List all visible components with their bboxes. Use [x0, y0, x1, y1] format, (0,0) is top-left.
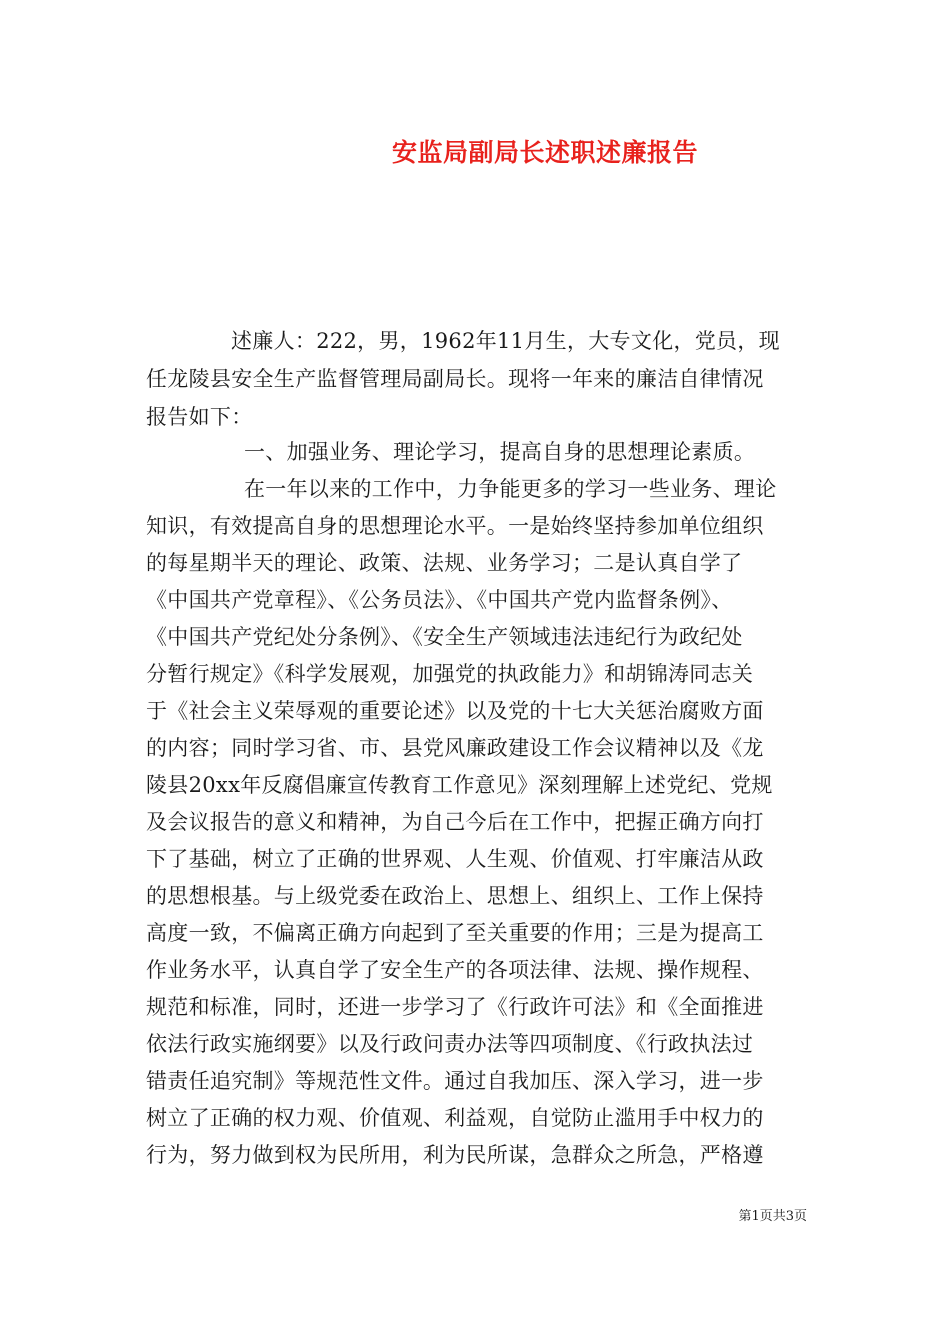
paragraph-line: 《中国共产党章程》、《公务员法》、《中国共产党内监督条例》、 — [146, 588, 733, 612]
paragraph-line: 在一年以来的工作中，力争能更多的学习一些业务、理论 — [244, 477, 777, 501]
document-title: 安监局副局长述职述廉报告 — [391, 138, 698, 167]
page-number: 第1页共3页 — [738, 1209, 807, 1224]
paragraph-line: 《中国共产党纪处分条例》、《安全生产领域违法违纪行为政纪处 — [146, 625, 743, 649]
paragraph-line: 陵县20xx年反腐倡廉宣传教育工作意见》深刻理解上述党纪、党规 — [146, 773, 773, 797]
section-heading: 一、加强业务、理论学习，提高自身的思想理论素质。 — [244, 440, 756, 464]
paragraph-line: 规范和标准，同时，还进一步学习了《行政许可法》和《全面推进 — [146, 995, 764, 1019]
paragraph-line: 依法行政实施纲要》以及行政问责办法等四项制度、《行政执法过 — [146, 1032, 754, 1056]
paragraph-line: 行为，努力做到权为民所用，利为民所谋，急群众之所急，严格遵 — [146, 1143, 764, 1167]
paragraph-line: 述廉人：222，男，1962年11月生，大专文化，党员，现 — [231, 329, 780, 353]
paragraph-line: 知识，有效提高自身的思想理论水平。一是始终坚持参加单位组织 — [146, 514, 764, 538]
paragraph-line: 于《社会主义荣辱观的重要论述》以及党的十七大关惩治腐败方面 — [146, 699, 764, 723]
paragraph-line: 任龙陵县安全生产监督管理局副局长。现将一年来的廉洁自律情况 — [146, 367, 764, 391]
paragraph-line: 下了基础，树立了正确的世界观、人生观、价值观、打牢廉洁从政 — [146, 847, 764, 871]
paragraph-line: 的思想根基。与上级党委在政治上、思想上、组织上、工作上保持 — [146, 884, 764, 908]
paragraph-line: 及会议报告的意义和精神，为自己今后在工作中，把握正确方向打 — [146, 810, 764, 834]
paragraph-line: 高度一致，不偏离正确方向起到了至关重要的作用；三是为提高工 — [146, 921, 764, 945]
paragraph-line: 树立了正确的权力观、价值观、利益观，自觉防止滥用手中权力的 — [146, 1106, 764, 1130]
paragraph-line: 作业务水平，认真自学了安全生产的各项法律、法规、操作规程、 — [146, 958, 764, 982]
paragraph-line: 的内容；同时学习省、市、县党风廉政建设工作会议精神以及《龙 — [146, 736, 764, 760]
paragraph-line: 错责任追究制》等规范性文件。通过自我加压、深入学习，进一步 — [146, 1069, 764, 1093]
paragraph-line: 分暂行规定》《科学发展观，加强党的执政能力》和胡锦涛同志关 — [146, 662, 754, 686]
paragraph-line: 报告如下： — [146, 405, 253, 429]
paragraph-line: 的每星期半天的理论、政策、法规、业务学习；二是认真自学了 — [146, 551, 743, 575]
